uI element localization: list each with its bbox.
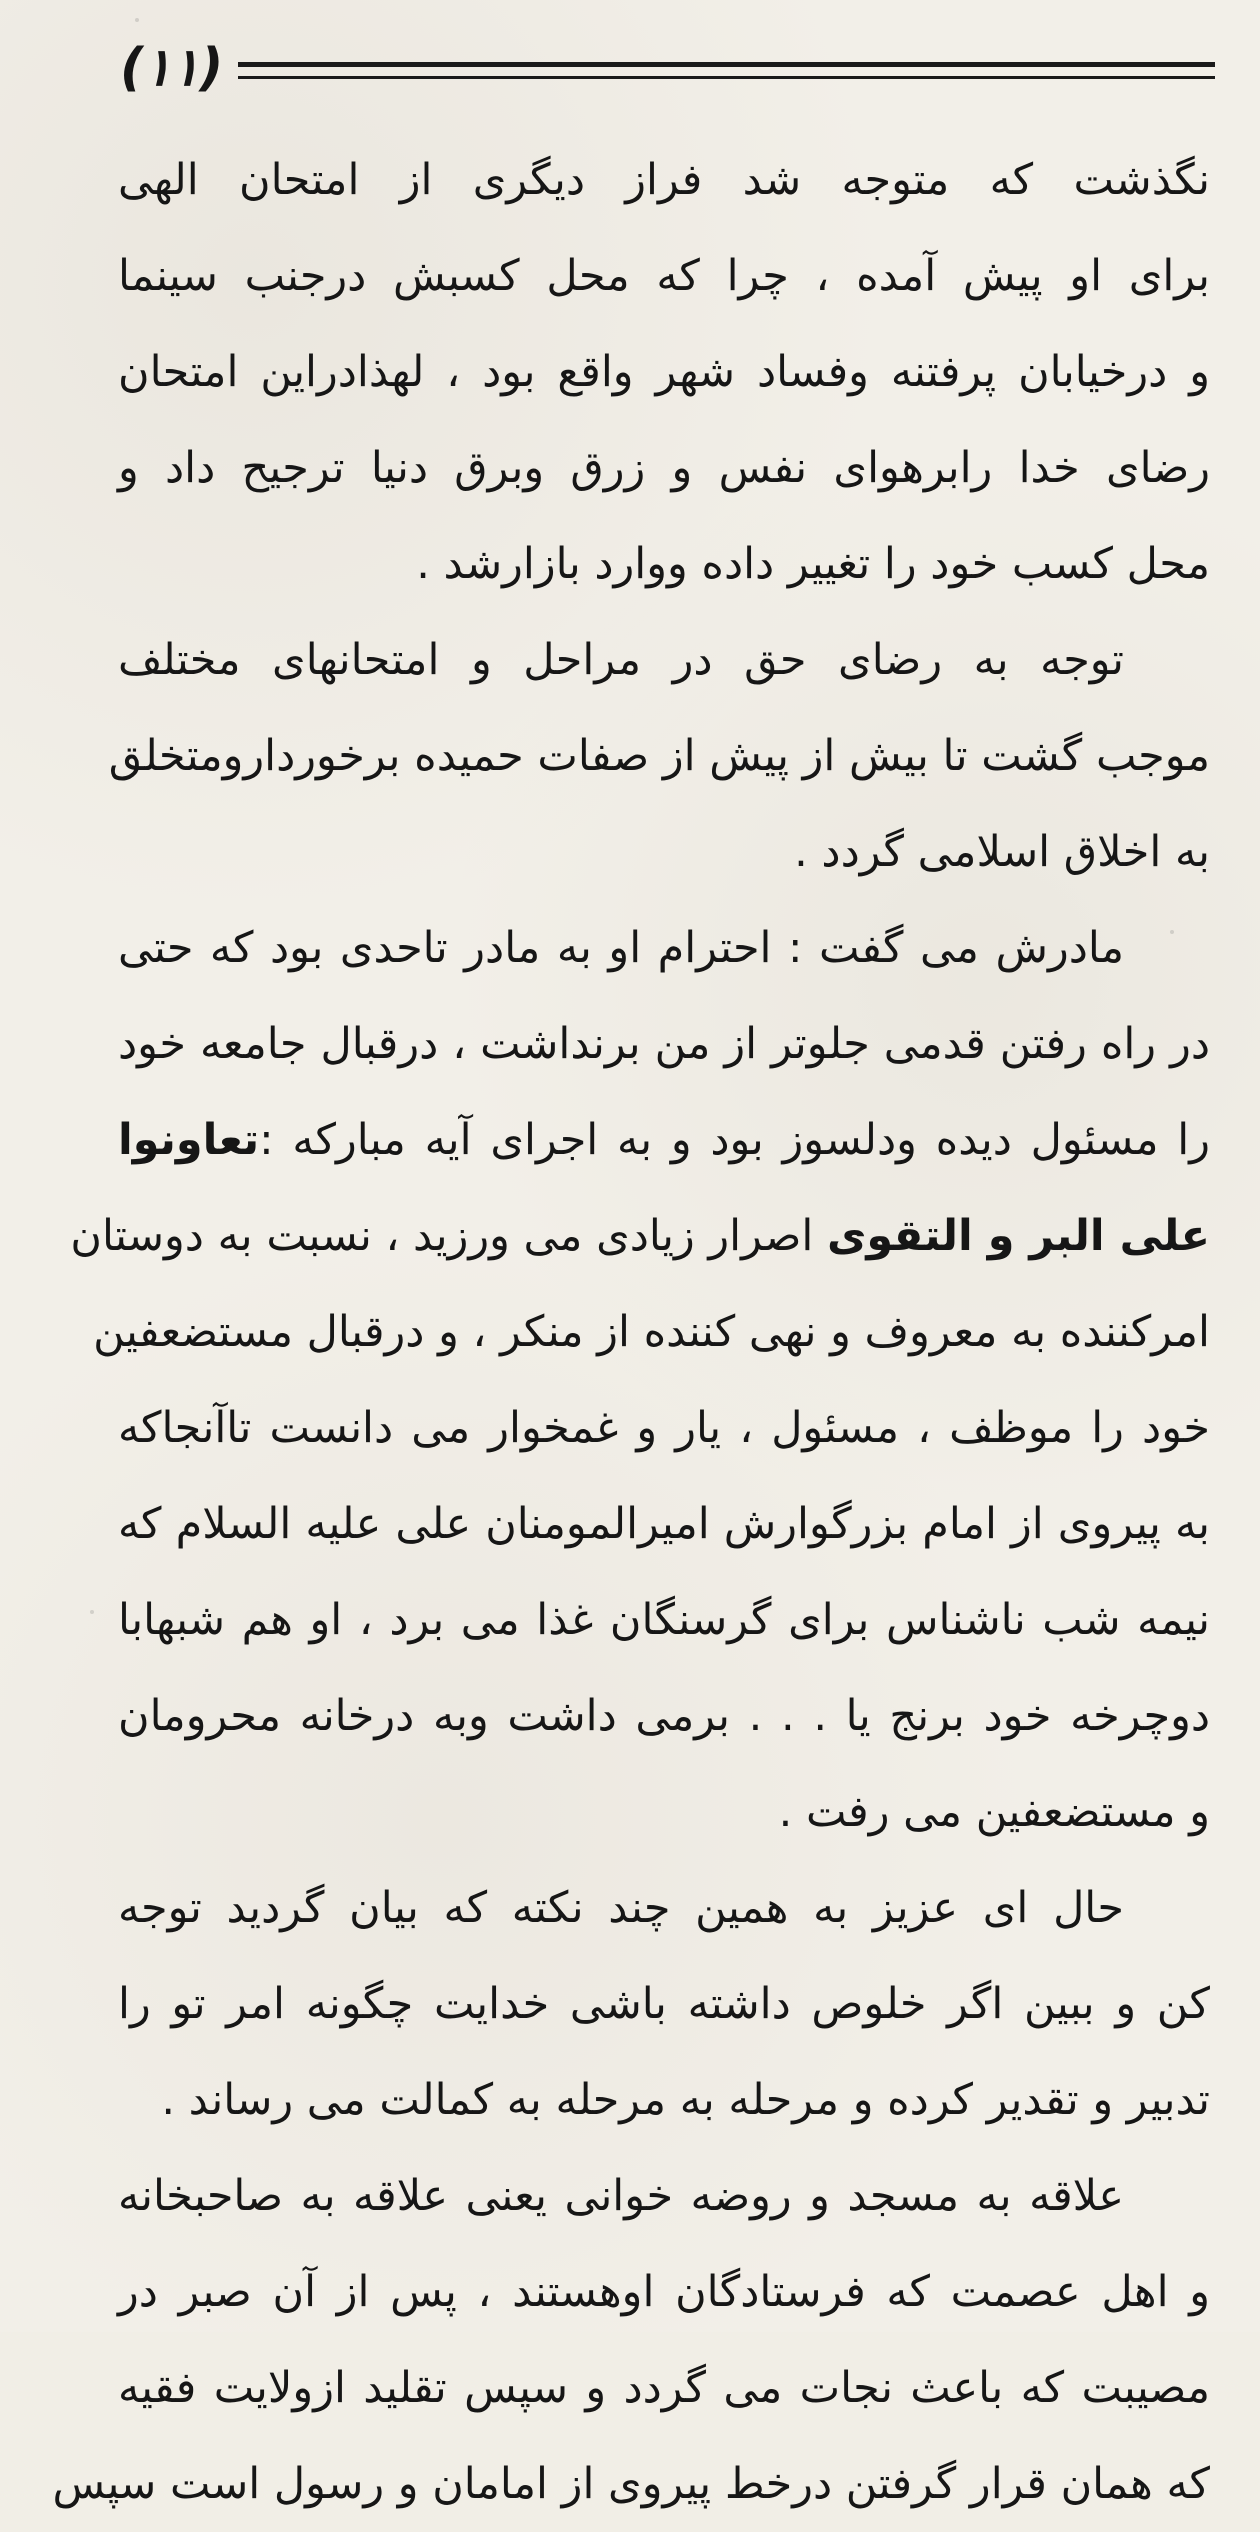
text-line: موجب گشت تا بیش از پیش از صفات حمیده برخوردارومتخلق: [108, 731, 1210, 781]
text-line: برای او پیش آمده ، چرا که محل کسبش درجنب سینما: [118, 251, 1210, 301]
body-text: [52, 132, 1210, 2532]
page-header: [120, 38, 1215, 112]
text-line: و درخیابان پرفتنه وفساد شهر واقع بود ، لهذادراین امتحان: [118, 347, 1210, 397]
paragraph-5: [52, 2148, 1210, 2532]
page-number: (۱۱): [120, 38, 224, 98]
text-line: به اخلاق اسلامی گردد .: [794, 827, 1210, 877]
text-line: خود را موظف ، مسئول ، یار و غمخوار می دانست تاآنجاکه: [118, 1403, 1210, 1453]
text-line: علاقه به مسجد و روضه خوانی یعنی علاقه به صاحبخانه: [118, 2171, 1124, 2221]
text-line: به پیروی از امام بزرگوارش امیرالمومنان علی علیه السلام که: [118, 1499, 1210, 1549]
paragraph-3: [70, 900, 1210, 1860]
header-rule-top: [238, 62, 1215, 67]
text-line-mixed: [70, 1188, 1210, 1284]
header-rule-bottom: [238, 76, 1215, 79]
text-segment: اصرار زیادی می ورزید ، نسبت به دوستان: [70, 1211, 827, 1261]
text-line: و مستضعفین می رفت .: [778, 1787, 1210, 1837]
paragraph-1: [118, 132, 1210, 612]
paragraph-4: [118, 1860, 1210, 2148]
text-line: دوچرخه خود برنج یا . . . برمی داشت وبه درخانه محرومان: [118, 1691, 1210, 1741]
text-line: امرکننده به معروف و نهی کننده از منکر ، و درقبال مستضعفین: [93, 1307, 1210, 1357]
text-line: در راه رفتن قدمی جلوتر از من برنداشت ، درقبال جامعه خود: [118, 1019, 1210, 1069]
text-line: کن و ببین اگر خلوص داشته باشی خدایت چگونه امر تو را: [118, 1979, 1210, 2029]
text-line: نگذشت که متوجه شد فراز دیگری از امتحان الهی: [118, 155, 1210, 205]
text-line: و اهل عصمت که فرستادگان اوهستند ، پس از آن صبر در: [118, 2267, 1210, 2317]
text-line: مصیبت که باعث نجات می گردد و سپس تقلید ازولایت فقیه: [118, 2363, 1210, 2413]
text-line: تدبیر و تقدیر کرده و مرحله به مرحله به کمالت می رساند .: [161, 2075, 1210, 2125]
text-line-mixed: [118, 1092, 1210, 1188]
text-line: محل کسب خود را تغییر داده ووارد بازارشد .: [416, 539, 1210, 589]
quranic-phrase: علی البر و التقوی: [826, 1211, 1210, 1261]
paragraph-2: [108, 612, 1210, 900]
text-line: توجه به رضای حق در مراحل و امتحانهای مختلف: [118, 635, 1124, 685]
text-line: نیمه شب ناشناس برای گرسنگان غذا می برد ، او هم شبهابا: [118, 1595, 1210, 1645]
print-speck: [90, 1610, 94, 1614]
text-line: رضای خدا رابرهوای نفس و زرق وبرق دنیا ترجیح داد و: [118, 443, 1210, 493]
text-line: حال ای عزیز به همین چند نکته که بیان گردید توجه: [118, 1883, 1124, 1933]
text-line: مادرش می گفت : احترام او به مادر تاحدی بود که حتی: [118, 923, 1124, 973]
text-segment: را مسئول دیده ودلسوز بود و به اجرای آیه مبارکه :: [259, 1115, 1210, 1165]
text-line: که همان قرار گرفتن درخط پیروی از امامان و رسول است سپس: [52, 2459, 1210, 2509]
print-speck: [135, 18, 139, 22]
quranic-phrase: تعاونوا: [118, 1115, 260, 1165]
